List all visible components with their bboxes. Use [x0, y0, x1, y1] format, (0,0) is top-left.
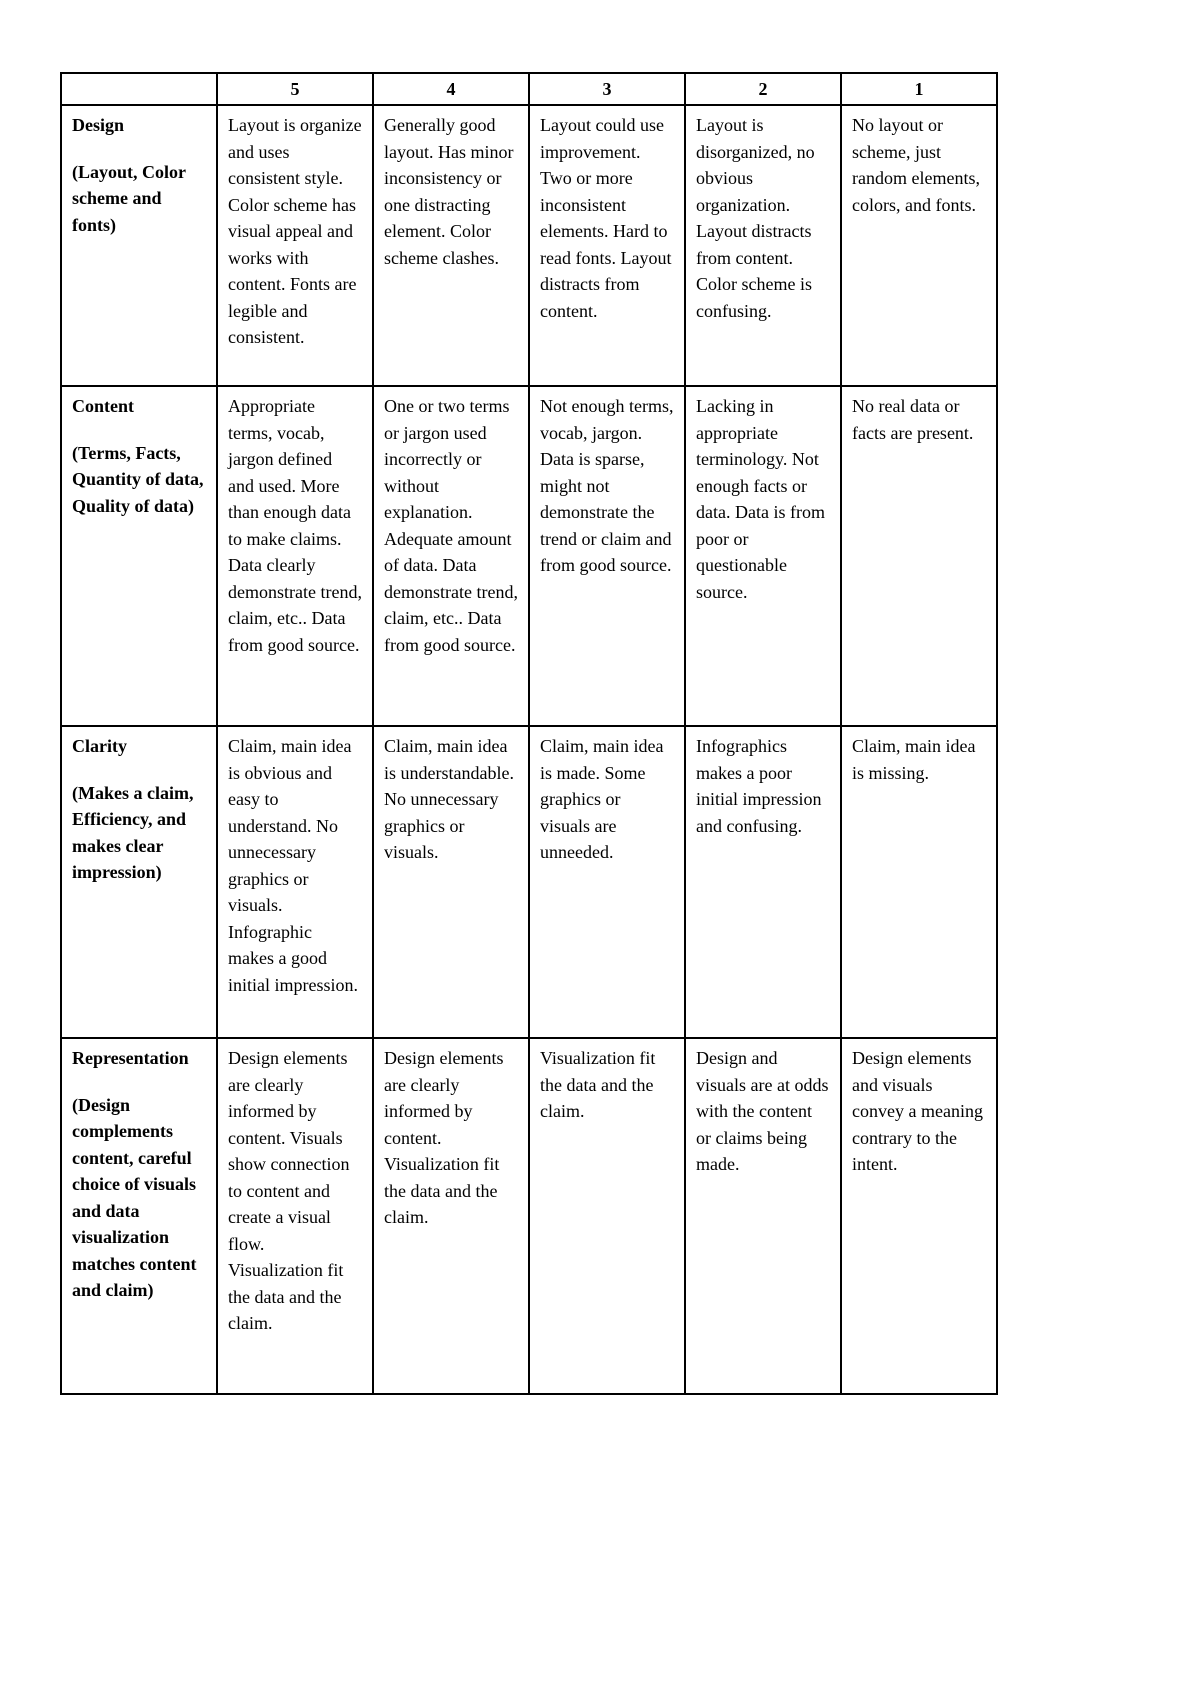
rubric-cell-score-2: Lacking in appropriate terminology. Not enough facts or data. Data is from poor or questionable source. — [685, 386, 841, 726]
rubric-cell-score-3: Layout could use improvement. Two or more inconsistent elements. Hard to read fonts. Layout distracts from content. — [529, 105, 685, 386]
rubric-cell-score-4: Generally good layout. Has minor inconsistency or one distracting element. Color scheme clashes. — [373, 105, 529, 386]
rubric-cell-score-2: Infographics makes a poor initial impression and confusing. — [685, 726, 841, 1038]
rubric-cell-score-1: No real data or facts are present. — [841, 386, 997, 726]
rubric-cell-score-3: Visualization fit the data and the claim. — [529, 1038, 685, 1394]
rubric-cell-score-1: Design elements and visuals convey a meaning contrary to the intent. — [841, 1038, 997, 1394]
criterion-cell — [61, 105, 217, 386]
criterion-name: Clarity — [72, 736, 127, 756]
criterion-subtext: (Makes a claim, Efficiency, and makes clear impression) — [72, 782, 194, 882]
rubric-cell-score-3: Not enough terms, vocab, jargon. Data is sparse, might not demonstrate the trend or claim and from good source. — [529, 386, 685, 726]
rubric-header-row — [61, 73, 997, 105]
criterion-name: Representation — [72, 1048, 189, 1068]
rubric-row-representation — [61, 1038, 997, 1394]
rubric-cell-score-5: Layout is organize and uses consistent style. Color scheme has visual appeal and works with content. Fonts are legible and consistent. — [217, 105, 373, 386]
header-cell-score-1: 1 — [841, 73, 997, 105]
rubric-row-content — [61, 386, 997, 726]
criterion-subtext: (Terms, Facts, Quantity of data, Quality of data) — [72, 442, 204, 516]
rubric-cell-score-4: One or two terms or jargon used incorrectly or without explanation. Adequate amount of data. Data demonstrate trend, claim, etc.. Data from good source. — [373, 386, 529, 726]
rubric-cell-score-2: Design and visuals are at odds with the content or claims being made. — [685, 1038, 841, 1394]
rubric-cell-score-2: Layout is disorganized, no obvious organization. Layout distracts from content. Color scheme is confusing. — [685, 105, 841, 386]
rubric-cell-score-3: Claim, main idea is made. Some graphics or visuals are unneeded. — [529, 726, 685, 1038]
header-cell-score-2: 2 — [685, 73, 841, 105]
rubric-cell-score-1: Claim, main idea is missing. — [841, 726, 997, 1038]
rubric-table — [60, 72, 998, 1395]
criterion-name: Content — [72, 396, 134, 416]
rubric-cell-score-4: Design elements are clearly informed by content. Visualization fit the data and the claim. — [373, 1038, 529, 1394]
header-cell-criteria — [61, 73, 217, 105]
rubric-cell-score-5: Appropriate terms, vocab, jargon defined and used. More than enough data to make claims. Data clearly demonstrate trend, claim, etc.. Data from good source. — [217, 386, 373, 726]
rubric-cell-score-5: Design elements are clearly informed by content. Visuals show connection to content and create a visual flow. Visualization fit the data and the claim. — [217, 1038, 373, 1394]
header-cell-score-3: 3 — [529, 73, 685, 105]
rubric-cell-score-5: Claim, main idea is obvious and easy to understand. No unnecessary graphics or visuals. Infographic makes a good initial impression. — [217, 726, 373, 1038]
rubric-row-clarity — [61, 726, 997, 1038]
criterion-name: Design — [72, 115, 125, 135]
rubric-cell-score-1: No layout or scheme, just random elements, colors, and fonts. — [841, 105, 997, 386]
criterion-cell — [61, 386, 217, 726]
criterion-cell — [61, 1038, 217, 1394]
criterion-cell — [61, 726, 217, 1038]
criterion-subtext: (Layout, Color scheme and fonts) — [72, 161, 186, 235]
header-cell-score-4: 4 — [373, 73, 529, 105]
criterion-subtext: (Design complements content, careful choice of visuals and data visualization matches content and claim) — [72, 1094, 197, 1300]
rubric-row-design — [61, 105, 997, 386]
header-cell-score-5: 5 — [217, 73, 373, 105]
rubric-cell-score-4: Claim, main idea is understandable. No unnecessary graphics or visuals. — [373, 726, 529, 1038]
